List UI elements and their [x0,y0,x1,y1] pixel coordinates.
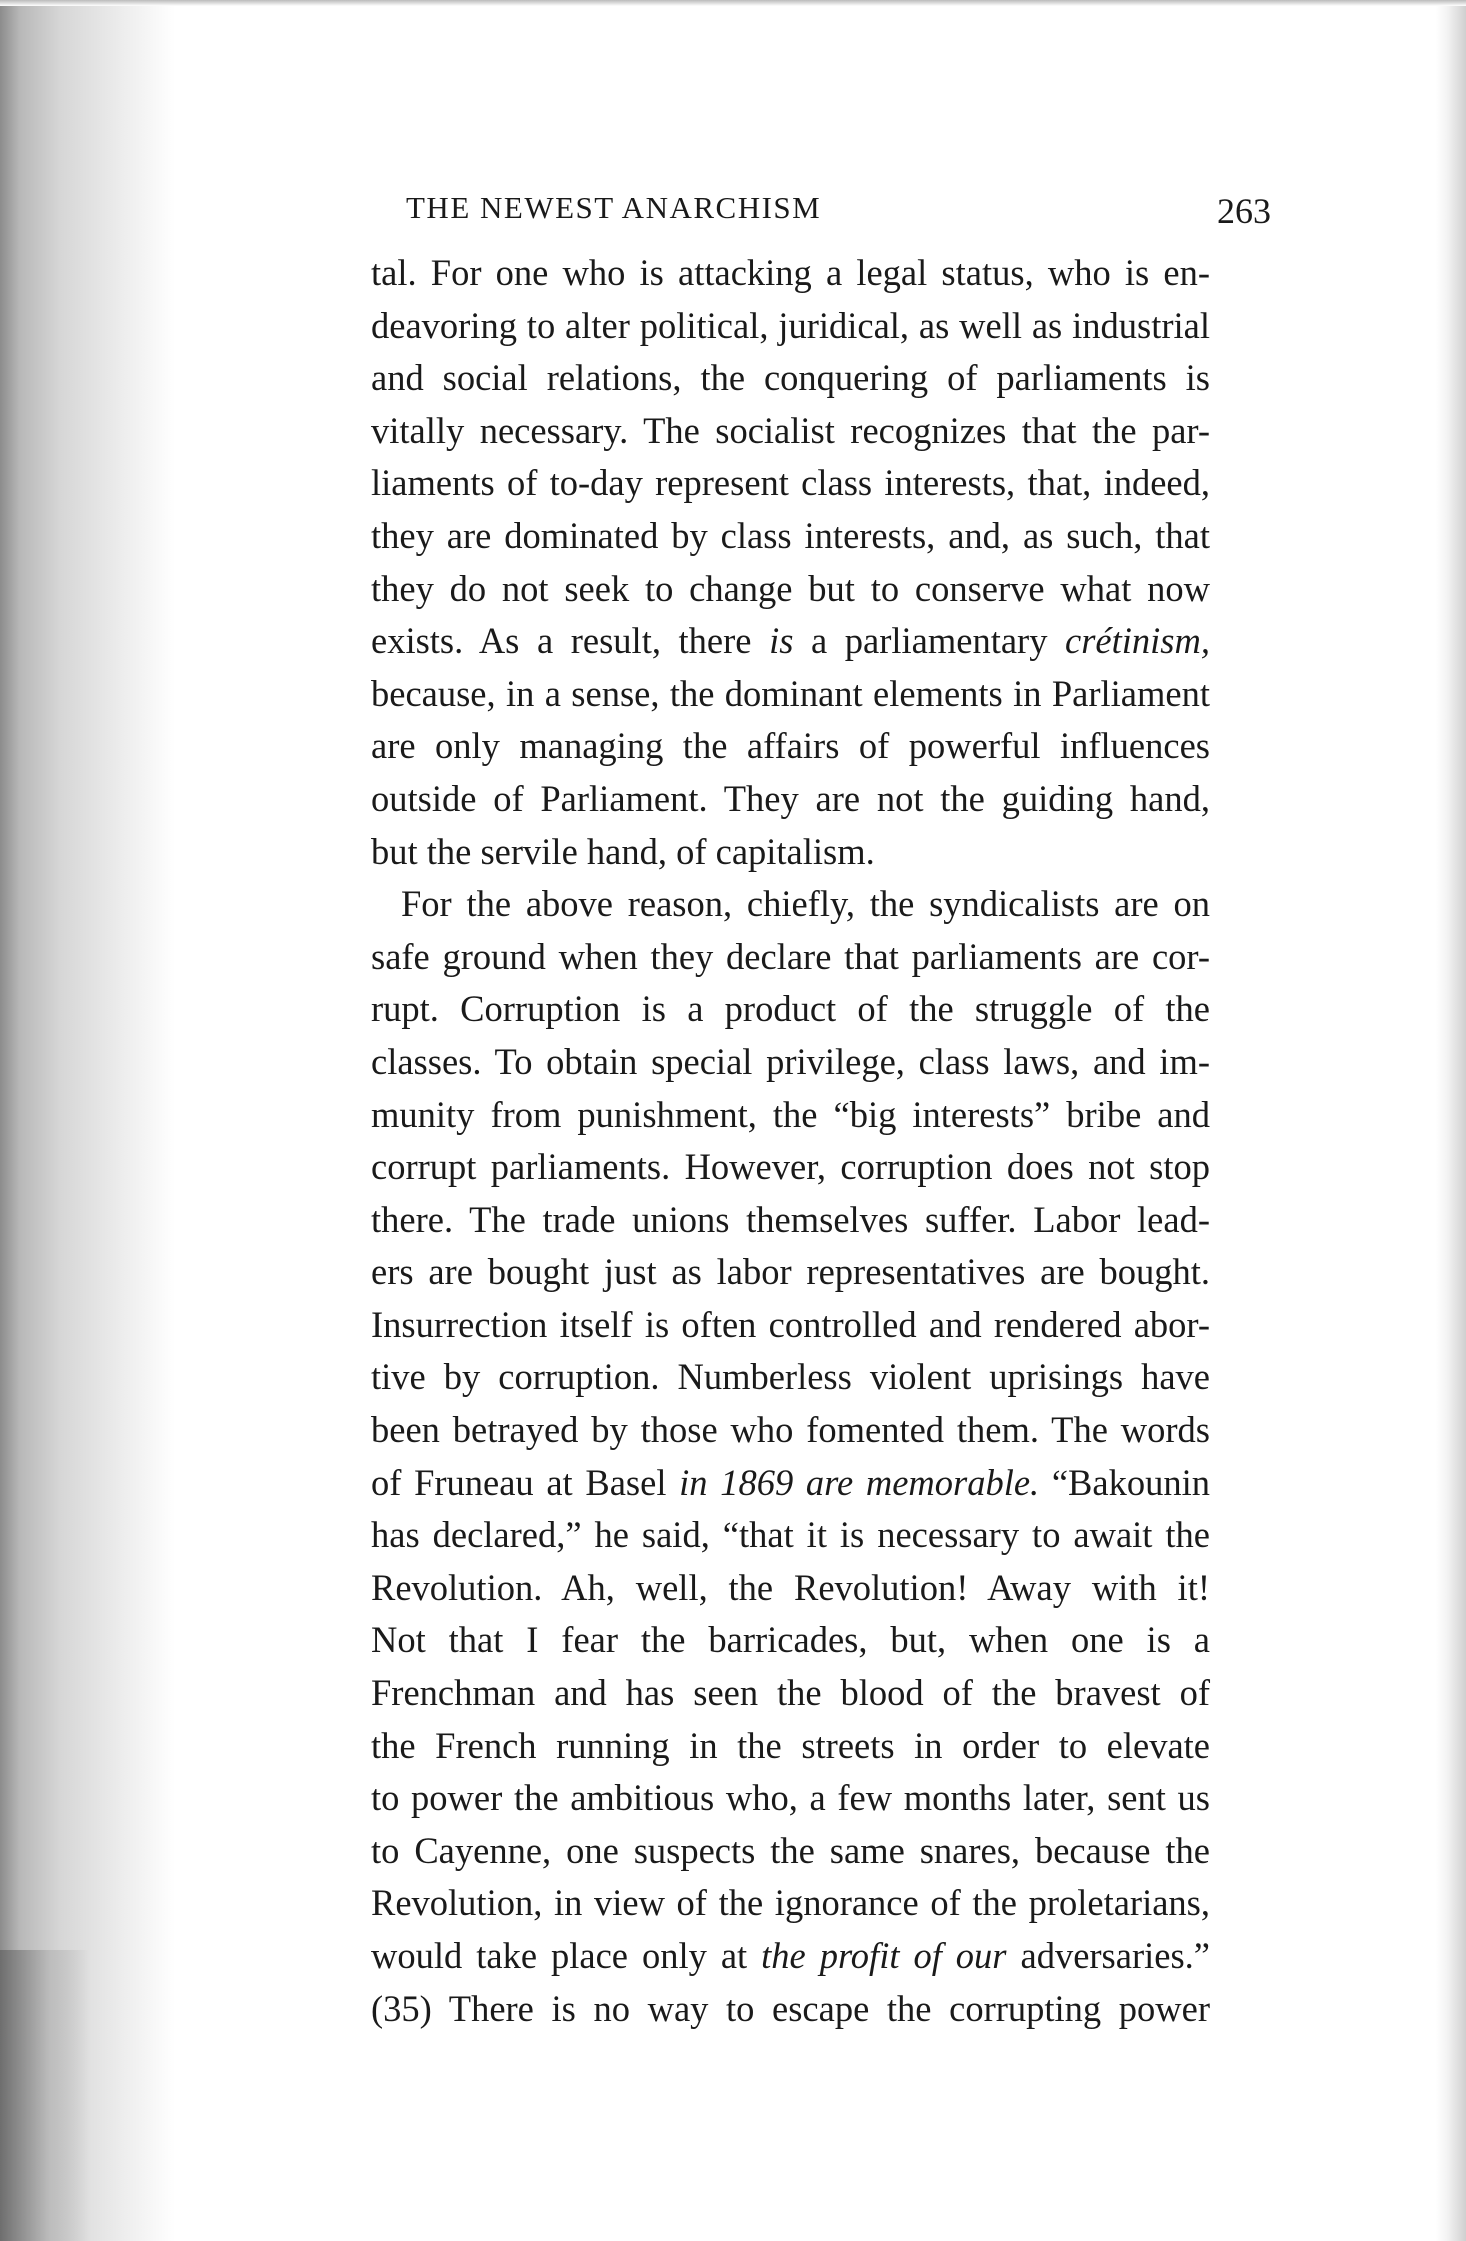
text-line [371,1141,1210,1194]
text-segment: to Cayenne, one suspects the same snares, because the [371,1829,1210,1871]
text-line [371,615,1210,668]
text-segment: Not that I fear the barricades, but, when one is a [371,1619,1210,1661]
text-segment: liaments of to-day represent class interests, that, indeed, [371,462,1210,504]
text-line [371,1299,1210,1352]
text-segment: of Fruneau at Basel [371,1461,680,1503]
text-segment: corrupt parliaments. However, corruption does not stop [371,1146,1210,1188]
text-line [371,1877,1210,1930]
text-segment: munity from punishment, the “big interests” bribe and [371,1093,1210,1135]
text-line [371,1562,1210,1615]
text-segment: For the above reason, chiefly, the syndicalists are on [401,883,1210,925]
text-segment: a parliamentary [793,620,1066,662]
text-line [371,563,1210,616]
text-segment: tal. For one who is attacking a legal status, who is en- [371,252,1210,293]
page-gutter-shadow-bottom [0,1950,90,2241]
text-segment: there. The trade unions themselves suffer. Labor lead- [371,1198,1210,1240]
text-line [371,1351,1210,1404]
text-segment: “Bakounin [1039,1461,1210,1503]
text-line [371,826,1210,879]
text-line [371,983,1210,1036]
italic-text: the profit of our [761,1935,1007,1976]
running-header [371,190,1271,240]
text-segment: would take place only at [371,1935,762,1976]
text-segment: Frenchman and has seen the blood of the bravest of [371,1672,1210,1714]
text-segment: to power the ambitious who, a few months later, sent us [371,1777,1210,1819]
italic-text: in 1869 are memorable. [679,1461,1040,1503]
text-segment: outside of Parliament. They are not the guiding hand, [371,777,1210,819]
text-segment: they do not seek to change but to conserve what now [371,567,1210,609]
text-segment: because, in a sense, the dominant elements in Parliament [371,672,1210,714]
text-segment: but the servile hand, of capitalism. [371,830,875,872]
text-line [371,1194,1210,1247]
page-edge-shadow [1436,0,1466,2241]
page-number: 263 [1217,191,1271,231]
text-line [371,1457,1210,1510]
text-line [371,931,1210,984]
text-segment: exists. As a result, there [371,620,770,662]
text-line [371,1404,1210,1457]
text-segment: vitally necessary. The socialist recognizes that the par- [371,409,1210,451]
text-line [371,1720,1210,1773]
text-segment: (35) There is no way to escape the corrupting power [371,1987,1210,2029]
text-line [371,773,1210,826]
text-line [371,247,1210,300]
italic-text: crétinism, [1065,620,1210,662]
text-segment: adversaries.” [1006,1935,1210,1976]
text-segment: Revolution, in view of the ignorance of the proletarians, [371,1882,1210,1924]
text-line [371,1772,1210,1825]
text-line [371,1667,1210,1720]
text-line [371,300,1210,353]
text-segment: they are dominated by class interests, and, as such, that [371,514,1210,556]
text-segment: are only managing the affairs of powerful influences [371,725,1210,767]
text-segment: Revolution. Ah, well, the Revolution! Away with it! [371,1566,1210,1608]
running-title: THE NEWEST ANARCHISM [406,190,822,225]
text-line [371,1983,1210,2036]
text-segment: and social relations, the conquering of parliaments is [371,357,1210,399]
text-segment: classes. To obtain special privilege, class laws, and im- [371,1040,1210,1082]
text-line [371,720,1210,773]
page-gutter-shadow [0,0,175,2241]
text-line [371,1089,1210,1142]
text-segment: the French running in the streets in order to elevate [371,1724,1210,1766]
text-line [371,405,1210,458]
text-segment: rupt. Corruption is a product of the struggle of the [371,988,1210,1030]
page-top-edge [0,0,1466,6]
text-segment: Insurrection itself is often controlled and rendered abor- [371,1303,1210,1345]
text-line [371,668,1210,721]
text-line [371,878,1210,931]
text-line [371,1825,1210,1878]
text-line [371,1246,1210,1299]
body-text [371,247,1210,2035]
text-segment: has declared,” he said, “that it is necessary to await the [371,1514,1210,1556]
text-segment: ers are bought just as labor representatives are bought. [371,1251,1210,1293]
text-line [371,1614,1210,1667]
text-line [371,510,1210,563]
text-line [371,457,1210,510]
text-segment: safe ground when they declare that parliaments are cor- [371,935,1210,977]
text-segment: deavoring to alter political, juridical, as well as industrial [371,304,1210,346]
text-segment: tive by corruption. Numberless violent uprisings have [371,1356,1210,1398]
text-line [371,1930,1210,1983]
text-segment: been betrayed by those who fomented them. The words [371,1409,1210,1451]
italic-text: is [769,620,794,662]
text-line [371,1509,1210,1562]
text-line [371,352,1210,405]
text-line [371,1036,1210,1089]
